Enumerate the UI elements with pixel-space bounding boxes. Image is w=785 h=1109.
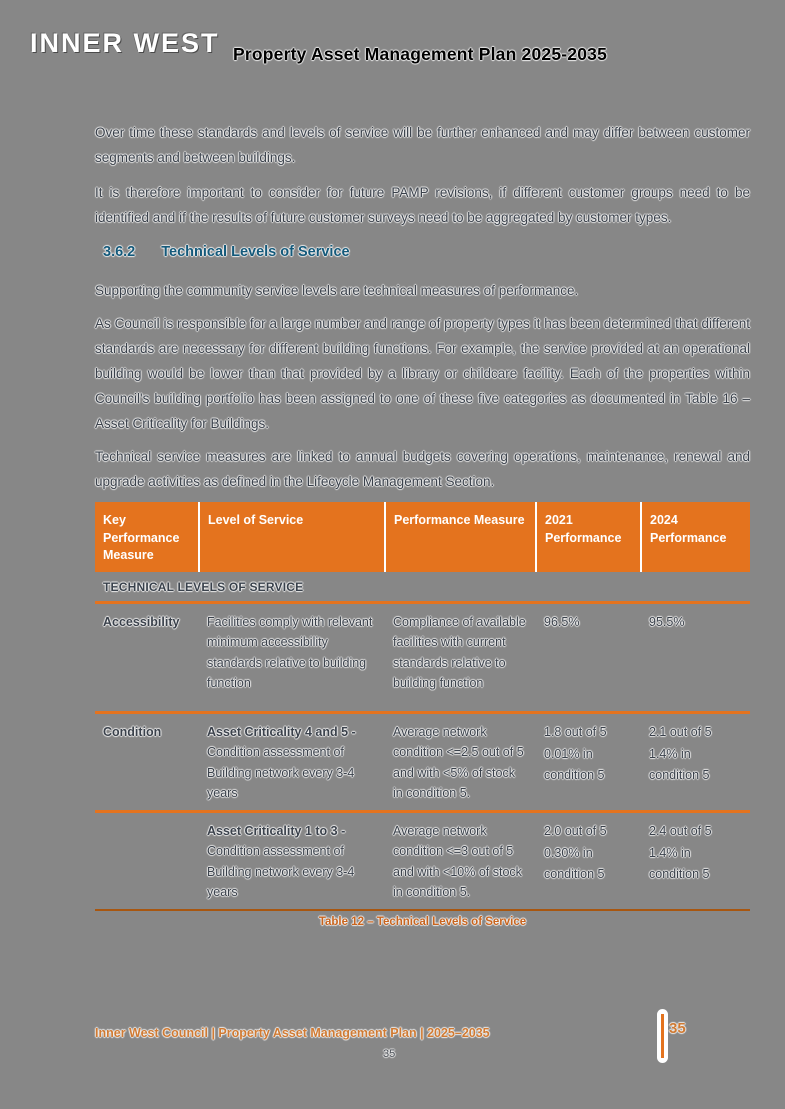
table-section-label: TECHNICAL LEVELS OF SERVICE bbox=[103, 580, 304, 594]
column-header-performance-measure: Performance Measure bbox=[385, 502, 536, 572]
table-row bbox=[95, 712, 750, 811]
table-cell-2024 bbox=[641, 712, 750, 811]
section-number: 3.6.2 bbox=[103, 244, 136, 260]
value-2021-sub: 0.30% in condition 5 bbox=[544, 846, 605, 881]
value-2024: 2.4 out of 5 bbox=[649, 823, 712, 838]
value-2021: 1.8 out of 5 bbox=[544, 724, 607, 739]
paragraph: It is therefore important to consider for future PAMP revisions, if different customer groups need to be identified and if the results of future customer surveys need to be aggregated by customer types. bbox=[95, 185, 750, 225]
value-2021: 2.0 out of 5 bbox=[544, 823, 607, 838]
paragraph: Technical service measures are linked to annual budgets covering operations, maintenance, renewal and upgrade activities as defined in the Lifecycle Management Section. bbox=[95, 449, 750, 489]
page-number: 35 bbox=[669, 1020, 686, 1037]
column-header-key-performance-measure: Key Performance Measure bbox=[95, 502, 199, 572]
table-cell-kpm: Condition bbox=[95, 712, 199, 811]
level-of-service-text: Facilities comply with relevant minimum accessibility standards relative to building function bbox=[207, 614, 373, 690]
page-number-bar bbox=[661, 1014, 664, 1058]
document-title: Property Asset Management Plan 2025-2035 bbox=[233, 44, 608, 64]
paragraph: Over time these standards and levels of service will be further enhanced and may differ between customer segments and between buildings. bbox=[95, 125, 750, 165]
value-2021-sub: 0.01% in condition 5 bbox=[544, 747, 605, 782]
table-cell-2024 bbox=[641, 811, 750, 910]
inner-west-logo: INNER WEST bbox=[30, 28, 220, 58]
column-header-2024-performance: 2024 Performance bbox=[641, 502, 750, 572]
table-caption: Table 12 – Technical Levels of Service bbox=[318, 915, 527, 928]
table-cell-measure: Compliance of available facilities with current standards relative to building function bbox=[385, 602, 536, 712]
table-cell-level-of-service bbox=[199, 602, 385, 712]
table-cell-kpm bbox=[95, 811, 199, 910]
table-section-row bbox=[95, 572, 750, 602]
paragraph: Supporting the community service levels are technical measures of performance. bbox=[95, 283, 579, 298]
footer-text: Inner West Council | Property Asset Management Plan | 2025–2035 bbox=[95, 1026, 490, 1040]
center-page-number: 35 bbox=[383, 1048, 396, 1060]
level-of-service-lead: Asset Criticality 4 and 5 - bbox=[207, 724, 356, 739]
section-heading bbox=[103, 244, 750, 266]
level-of-service-text: Condition assessment of Building network every 3-4 years bbox=[207, 844, 355, 899]
page-content bbox=[95, 120, 750, 928]
table-header-row bbox=[95, 502, 750, 572]
paragraph: As Council is responsible for a large number and range of property types it has been determined that different standards are necessary for different building functions. For example, the service provided at an operational building would be lower than that provided by a library or childcare facility. Each of the properties within Council's building portfolio has been assigned to one of these five categories as documented in Table 16 – Asset Criticality for Buildings. bbox=[95, 316, 750, 431]
table-cell-2021 bbox=[536, 712, 641, 811]
table-cell-2021 bbox=[536, 602, 641, 712]
level-of-service-lead: Asset Criticality 1 to 3 - bbox=[207, 823, 346, 838]
page-number-pill bbox=[657, 1009, 668, 1063]
value-2024: 95.5% bbox=[649, 614, 685, 629]
levels-of-service-table bbox=[95, 502, 750, 911]
table-row bbox=[95, 602, 750, 712]
value-2021: 96.5% bbox=[544, 614, 580, 629]
column-header-level-of-service: Level of Service bbox=[199, 502, 385, 572]
table-row bbox=[95, 811, 750, 910]
value-2024: 2.1 out of 5 bbox=[649, 724, 712, 739]
table-cell-measure: Average network condition <=3 out of 5 and with <10% of stock in condition 5. bbox=[385, 811, 536, 910]
table-cell-2024 bbox=[641, 602, 750, 712]
section-title: Technical Levels of Service bbox=[161, 244, 350, 260]
table-cell-level-of-service bbox=[199, 811, 385, 910]
table-cell-level-of-service bbox=[199, 712, 385, 811]
column-header-2021-performance: 2021 Performance bbox=[536, 502, 641, 572]
level-of-service-text: Condition assessment of Building network every 3-4 years bbox=[207, 745, 355, 800]
table-cell-measure: Average network condition <=2.5 out of 5 and with <5% of stock in condition 5. bbox=[385, 712, 536, 811]
value-2024-sub: 1.4% in condition 5 bbox=[649, 747, 710, 782]
table-cell-kpm: Accessibility bbox=[95, 602, 199, 712]
table-cell-2021 bbox=[536, 811, 641, 910]
value-2024-sub: 1.4% in condition 5 bbox=[649, 846, 710, 881]
